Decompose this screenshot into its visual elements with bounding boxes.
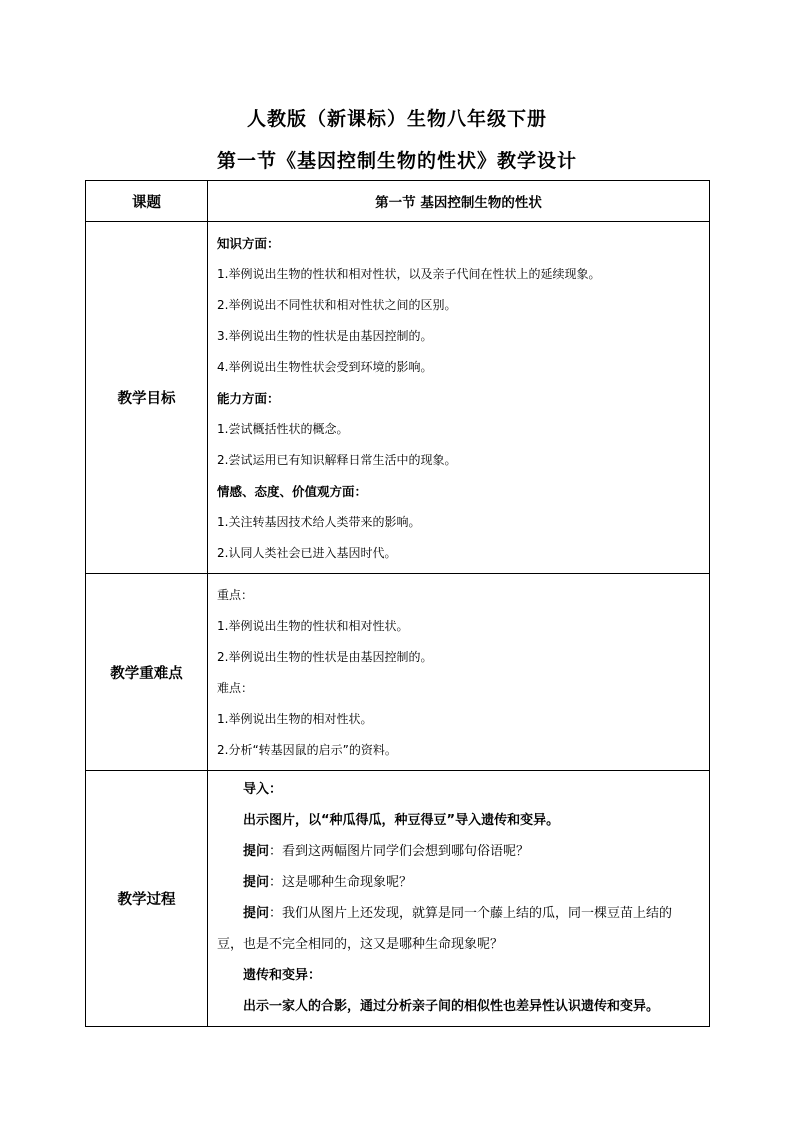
process-question-1 — [217, 836, 701, 867]
objectives-label: 教学目标 — [86, 222, 208, 574]
question-text: ：这是哪种生命现象呢？ — [269, 875, 413, 890]
keypoints-content — [208, 574, 710, 771]
objectives-content — [208, 222, 710, 574]
keypoints-row — [86, 574, 710, 771]
objective-item: 2.尝试运用已有知识解释日常生活中的现象。 — [217, 453, 457, 467]
objective-item: 1.举例说出生物的性状和相对性状，以及亲子代间在性状上的延续现象。 — [217, 267, 601, 281]
keypoint-item: 1.举例说出生物的性状和相对性状。 — [217, 619, 409, 633]
keypoint-item: 重点： — [217, 588, 254, 602]
objective-item: 1.尝试概括性状的概念。 — [217, 422, 349, 436]
keypoint-item: 难点： — [217, 681, 254, 695]
process-row — [86, 771, 710, 1027]
objective-section-heading: 能力方面： — [217, 391, 280, 406]
process-intro: 导入： — [243, 782, 283, 797]
keypoint-item: 2.举例说出生物的性状是由基因控制的。 — [217, 650, 433, 664]
topic-row — [86, 181, 710, 222]
question-label: 提问 — [243, 875, 270, 890]
objectives-list — [208, 222, 709, 573]
objectives-row — [86, 222, 710, 574]
objective-section-heading: 情感、态度、价值观方面： — [217, 484, 368, 499]
process-family-photo: 出示一家人的合影，通过分析亲子间的相似性也差异性认识遗传和变异。 — [243, 999, 660, 1014]
topic-label: 课题 — [86, 181, 208, 222]
objective-item: 2.举例说出不同性状和相对性状之间的区别。 — [217, 298, 457, 312]
question-text: ：我们从图片上还发现，就算是同一个藤上结的瓜，同一棵豆苗上结的 — [269, 906, 673, 921]
question-label: 提问 — [243, 906, 270, 921]
process-question-3 — [217, 898, 701, 929]
question-text: ：看到这两幅图片同学们会想到哪句俗语呢？ — [269, 844, 530, 859]
process-label: 教学过程 — [86, 771, 208, 1027]
objective-item: 1.关注转基因技术给人类带来的影响。 — [217, 515, 421, 529]
process-question-2 — [217, 867, 701, 898]
objective-section-heading: 知识方面： — [217, 236, 280, 251]
process-content — [208, 771, 710, 1027]
lesson-plan-table — [85, 180, 710, 1027]
objective-item: 4.举例说出生物性状会受到环境的影响。 — [217, 360, 433, 374]
process-question-3-continued: 豆，也是不完全相同的，这又是哪种生命现象呢？ — [217, 937, 504, 952]
objective-item: 2.认同人类社会已进入基因时代。 — [217, 546, 397, 560]
document-title: 人教版（新课标）生物八年级下册 — [246, 108, 547, 130]
keypoints-label: 教学重难点 — [86, 574, 208, 771]
question-label: 提问 — [243, 844, 270, 859]
process-list — [208, 771, 709, 1026]
document-subtitle: 第一节《基因控制生物的性状》教学设计 — [216, 150, 577, 172]
process-heredity-heading: 遗传和变异： — [243, 968, 322, 983]
objective-item: 3.举例说出生物的性状是由基因控制的。 — [217, 329, 433, 343]
topic-value: 第一节 基因控制生物的性状 — [208, 181, 710, 222]
keypoint-item: 2.分析“转基因鼠的启示”的资料。 — [217, 743, 397, 757]
keypoints-list — [208, 574, 709, 770]
keypoint-item: 1.举例说出生物的相对性状。 — [217, 712, 373, 726]
process-show-pictures: 出示图片，以“种瓜得瓜，种豆得豆”导入遗传和变异。 — [243, 813, 560, 828]
